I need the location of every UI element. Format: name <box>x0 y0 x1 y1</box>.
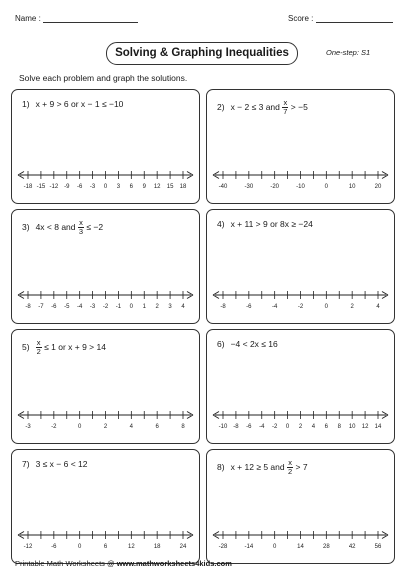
tick-label: 28 <box>322 544 330 550</box>
problem-expression: > 7 <box>293 461 308 472</box>
problem-expression: x + 9 > 6 or x − 1 ≤ −10 <box>35 99 124 109</box>
tick-label: -8 <box>233 424 239 430</box>
tick-label: 4 <box>129 424 134 430</box>
tick-label: 0 <box>324 304 329 310</box>
problem-text <box>22 99 123 109</box>
problem-expression: 3 ≤ x − 6 < 12 <box>35 459 88 469</box>
tick-label: -4 <box>259 424 265 430</box>
tick-label: 0 <box>324 184 329 190</box>
tick-label: 4 <box>376 304 380 310</box>
number-line[interactable] <box>207 166 394 196</box>
problem-number: 1) <box>22 99 30 109</box>
tick-label: 2 <box>298 424 303 430</box>
tick-label: 2 <box>155 304 159 310</box>
tick-label: -6 <box>51 304 57 310</box>
fraction-numerator: x <box>283 98 288 107</box>
tick-label: -3 <box>25 424 31 430</box>
tick-label: 0 <box>77 544 82 550</box>
tick-label: 14 <box>297 544 304 550</box>
tick-label: -12 <box>23 544 33 550</box>
tick-label: 14 <box>374 424 382 430</box>
tick-label: 10 <box>348 184 356 190</box>
tick-label: 8 <box>337 424 341 430</box>
tick-label: 20 <box>374 184 382 190</box>
problem-text <box>217 219 313 229</box>
sheet-code: One-step: S1 <box>326 48 371 57</box>
footer-prefix: Printable Math Worksheets @ <box>15 559 115 568</box>
problem-text <box>217 459 308 476</box>
problem-card <box>11 209 200 324</box>
problem-card <box>11 89 200 204</box>
problem-number: 5) <box>22 341 30 352</box>
tick-label: 0 <box>285 424 290 430</box>
tick-label: 12 <box>127 544 135 550</box>
tick-label: -6 <box>76 184 83 190</box>
score-line[interactable] <box>316 22 393 23</box>
fraction-denominator: 7 <box>283 107 288 116</box>
tick-label: 0 <box>272 544 277 550</box>
tick-label: 42 <box>348 544 356 550</box>
problem-card <box>206 89 395 204</box>
problem-card <box>11 449 200 564</box>
tick-label: 56 <box>374 544 382 550</box>
number-line[interactable] <box>12 406 199 436</box>
problem-text <box>217 339 278 349</box>
tick-label: -7 <box>38 304 44 310</box>
tick-label: -6 <box>51 544 57 550</box>
tick-label: 2 <box>103 424 108 430</box>
footer-site: www.mathworksheets4kids.com <box>116 559 232 568</box>
tick-label: -3 <box>89 184 96 190</box>
problem-expression: −4 < 2x ≤ 16 <box>230 339 278 349</box>
name-field <box>15 14 138 23</box>
problem-number: 8) <box>217 461 225 472</box>
tick-label: -40 <box>218 184 228 190</box>
tick-label: -30 <box>244 184 254 190</box>
number-line[interactable] <box>12 166 199 196</box>
fraction-denominator: 2 <box>36 347 41 356</box>
problem-expression: x − 2 ≤ 3 and <box>230 101 283 112</box>
tick-label: -6 <box>246 304 252 310</box>
fraction-numerator: x <box>288 458 292 467</box>
tick-label: -20 <box>270 184 280 190</box>
problem-text <box>217 99 308 116</box>
tick-label: -8 <box>25 304 31 310</box>
tick-label: 24 <box>179 544 187 550</box>
fraction-denominator: 3 <box>78 227 84 236</box>
fraction-numerator: x <box>36 338 41 347</box>
number-line[interactable] <box>207 526 394 556</box>
tick-label: 0 <box>77 424 82 430</box>
fraction-denominator: 2 <box>287 467 293 476</box>
instructions: Solve each problem and graph the solutions. <box>19 73 188 83</box>
name-line[interactable] <box>43 22 138 23</box>
problem-text <box>22 339 106 356</box>
tick-label: -15 <box>36 184 46 190</box>
problem-expression: x + 12 ≥ 5 and <box>230 461 287 472</box>
tick-label: 6 <box>155 424 159 430</box>
tick-label: 6 <box>103 544 108 550</box>
tick-label: 4 <box>181 304 185 310</box>
problem-expression: x + 11 > 9 or 8x ≥ −24 <box>230 219 313 229</box>
problem-number: 7) <box>22 459 30 469</box>
tick-label: 0 <box>129 304 134 310</box>
tick-label: 3 <box>168 304 172 310</box>
tick-label: -2 <box>102 304 109 310</box>
tick-label: 2 <box>350 304 354 310</box>
tick-label: -4 <box>271 304 278 310</box>
fraction-numerator: x <box>79 218 83 227</box>
tick-label: -28 <box>218 544 228 550</box>
problem-number: 6) <box>217 339 225 349</box>
problem-number: 2) <box>217 101 225 112</box>
tick-label: -18 <box>23 184 33 190</box>
footer <box>15 559 232 568</box>
number-line[interactable] <box>12 286 199 316</box>
number-line[interactable] <box>207 286 394 316</box>
tick-label: 6 <box>324 424 329 430</box>
tick-label: 18 <box>179 184 187 190</box>
tick-label: 4 <box>311 424 316 430</box>
tick-label: -4 <box>76 304 83 310</box>
tick-label: 8 <box>181 424 185 430</box>
tick-label: 12 <box>361 424 369 430</box>
name-label: Name : <box>15 14 41 23</box>
problem-card <box>206 449 395 564</box>
tick-label: 1 <box>142 304 146 310</box>
tick-label: -2 <box>271 424 278 430</box>
tick-label: -6 <box>246 424 252 430</box>
problem-expression: > −5 <box>288 101 308 112</box>
problem-number: 3) <box>22 221 30 232</box>
tick-label: -8 <box>220 304 226 310</box>
tick-label: 12 <box>153 184 161 190</box>
problem-number: 4) <box>217 219 225 229</box>
problem-card <box>206 329 395 444</box>
tick-label: -9 <box>64 184 70 190</box>
problem-expression: 4x < 8 and <box>35 221 78 232</box>
score-field <box>288 14 393 23</box>
tick-label: -2 <box>51 424 57 430</box>
tick-label: 0 <box>103 184 108 190</box>
tick-label: 18 <box>153 544 161 550</box>
problem-card <box>206 209 395 324</box>
problem-card <box>11 329 200 444</box>
tick-label: -2 <box>297 304 304 310</box>
tick-label: 10 <box>348 424 356 430</box>
tick-label: 15 <box>166 184 174 190</box>
tick-label: 6 <box>129 184 134 190</box>
number-line[interactable] <box>12 526 199 556</box>
tick-label: -10 <box>296 184 305 190</box>
tick-label: -12 <box>49 184 59 190</box>
tick-label: -5 <box>64 304 70 310</box>
worksheet-title: Solving & Graphing Inequalities <box>106 42 298 65</box>
number-line[interactable] <box>207 406 394 436</box>
tick-label: 3 <box>116 184 121 190</box>
tick-label: -1 <box>115 304 122 310</box>
score-label: Score : <box>288 14 314 23</box>
tick-label: -14 <box>244 544 254 550</box>
problem-text <box>22 459 87 469</box>
tick-label: -10 <box>218 424 228 430</box>
problem-expression: ≤ −2 <box>84 221 104 232</box>
tick-label: -3 <box>89 304 96 310</box>
problem-text <box>22 219 103 236</box>
problem-expression: ≤ 1 or x + 9 > 14 <box>41 341 106 352</box>
tick-label: 9 <box>142 184 146 190</box>
